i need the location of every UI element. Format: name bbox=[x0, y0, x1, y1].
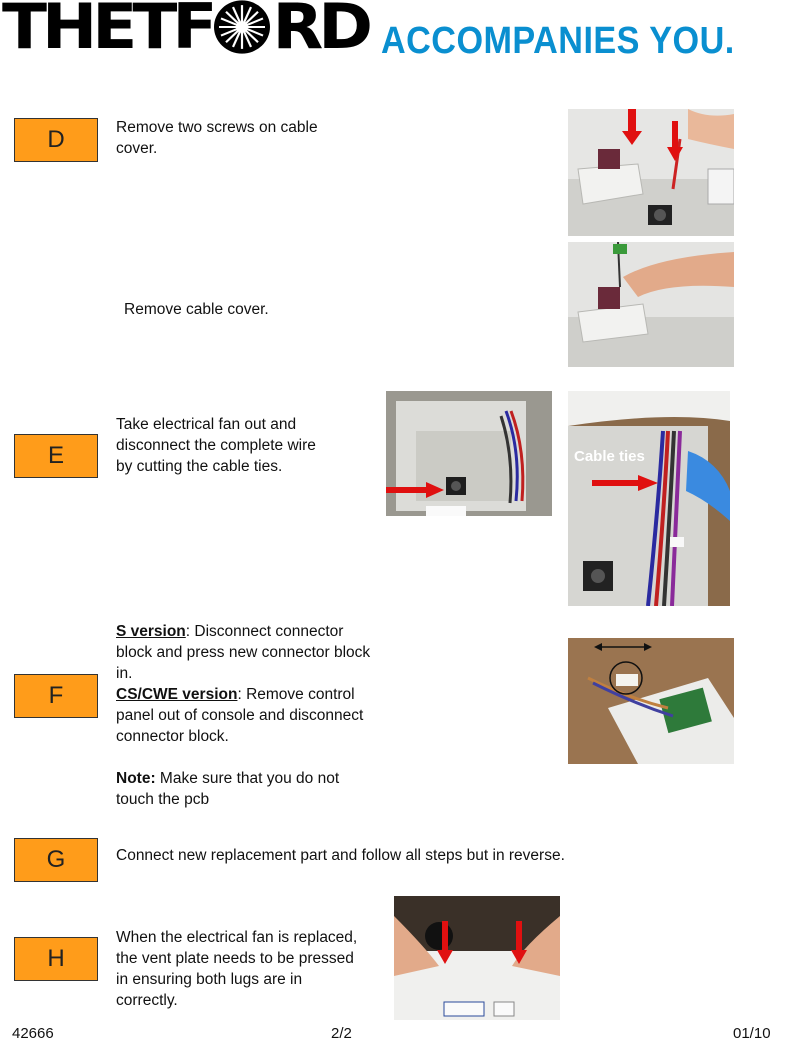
doc-number: 42666 bbox=[12, 1025, 54, 1042]
cs-version-label: CS/CWE version bbox=[116, 686, 238, 703]
step-h-badge: H bbox=[14, 937, 98, 981]
step-h-text: When the electrical fan is replaced, the vent plate needs to be pressed in ensuring both lugs are in correctly. bbox=[116, 929, 358, 1009]
logo-star-icon bbox=[214, 0, 270, 53]
note-text: Make sure that you do not touch the pcb bbox=[116, 770, 340, 808]
tagline: ACCOMPANIES YOU. bbox=[381, 20, 735, 62]
s-version-paragraph bbox=[116, 621, 381, 684]
step-g-badge: G bbox=[14, 838, 98, 882]
page-number: 2/2 bbox=[331, 1025, 352, 1042]
doc-date: 01/10 bbox=[733, 1025, 771, 1042]
step-f-photo bbox=[568, 638, 734, 764]
step-e-photo-cable-ties bbox=[568, 391, 730, 606]
thetford-logo bbox=[2, 0, 369, 64]
step-f-badge: F bbox=[14, 674, 98, 718]
step-d-photo bbox=[568, 109, 734, 236]
step-g-text: Connect new replacement part and follow all steps but in reverse. bbox=[116, 847, 565, 864]
step-d2-text: Remove cable cover. bbox=[124, 301, 269, 318]
step-d2-photo bbox=[568, 242, 734, 367]
step-f-text bbox=[116, 621, 381, 810]
cs-version-text: : Remove control panel out of console and disconnect connector block. bbox=[116, 686, 364, 745]
s-version-text: : Disconnect connector block and press new connector block in. bbox=[116, 623, 371, 682]
cable-ties-label: Cable ties bbox=[574, 448, 645, 465]
cs-version-paragraph bbox=[116, 684, 381, 747]
step-d-badge: D bbox=[14, 118, 98, 162]
step-e-photo-fan bbox=[386, 391, 552, 516]
logo-text-right: RD bbox=[272, 0, 369, 64]
step-h-photo bbox=[394, 896, 560, 1020]
note-paragraph bbox=[116, 768, 381, 810]
logo-text-left: THETF bbox=[2, 0, 213, 64]
step-d-text: Remove two screws on cable cover. bbox=[116, 119, 318, 157]
step-e-text: Take electrical fan out and disconnect the complete wire by cutting the cable ties. bbox=[116, 416, 316, 475]
note-label: Note: bbox=[116, 770, 156, 787]
step-e-badge: E bbox=[14, 434, 98, 478]
s-version-label: S version bbox=[116, 623, 186, 640]
